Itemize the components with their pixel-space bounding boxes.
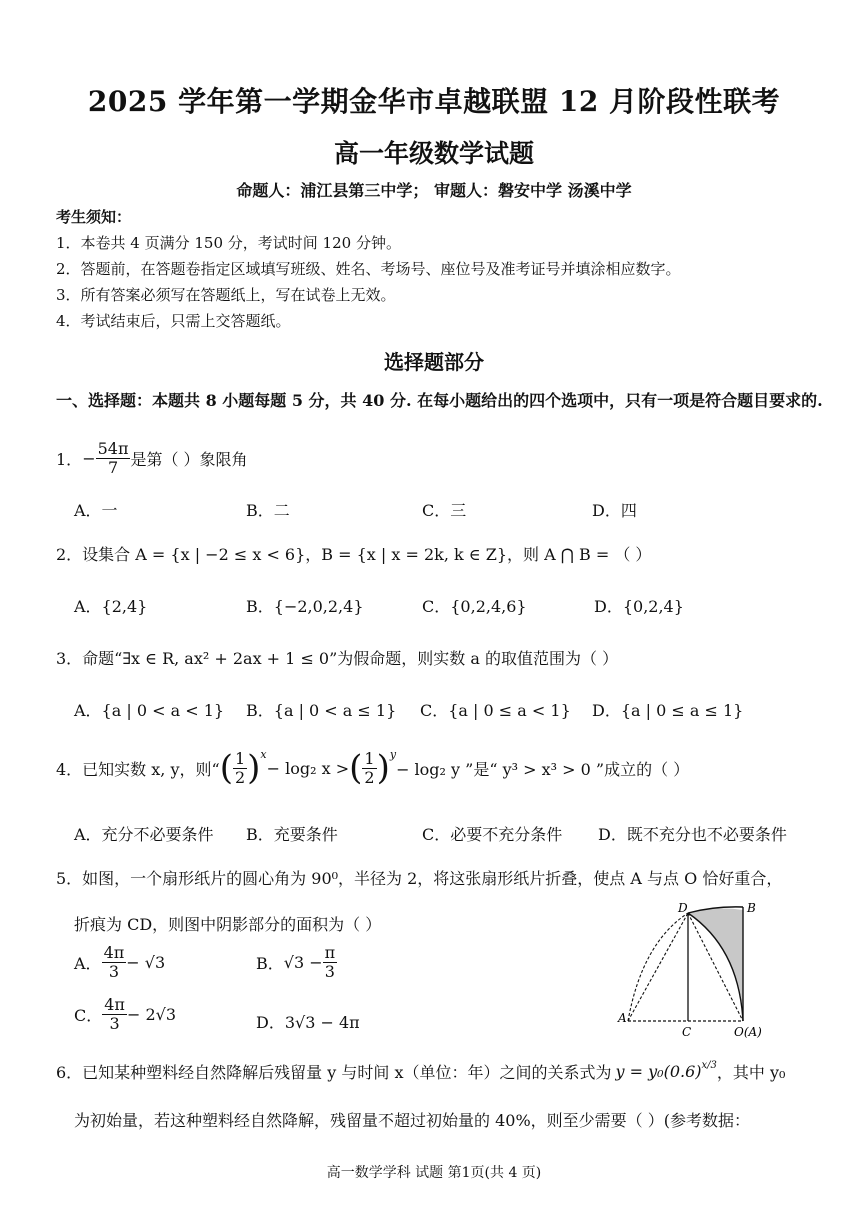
fraction-denominator: 2 bbox=[234, 767, 246, 787]
fraction-half bbox=[233, 750, 247, 786]
question-6-line2: 为初始量，若这种塑料经自然降解，残留量不超过初始量的 40%，则至少需要（ ）(参考数据： bbox=[74, 1111, 750, 1130]
fraction-numerator: 4π bbox=[104, 995, 125, 1014]
fraction-half bbox=[362, 750, 376, 786]
option-b: B．充要条件 bbox=[246, 825, 338, 844]
notice-heading: 考生须知： bbox=[56, 208, 132, 226]
option-a bbox=[74, 944, 165, 980]
option-c: C．三 bbox=[422, 501, 467, 520]
fraction-denominator: 7 bbox=[107, 457, 119, 477]
notice-item: 4．考试结束后，只需上交答题纸。 bbox=[56, 312, 291, 330]
label-c: C bbox=[682, 1025, 692, 1038]
question-1 bbox=[56, 440, 248, 476]
option-label: B． bbox=[256, 953, 284, 973]
option-text: √3 − bbox=[283, 952, 323, 972]
part-heading: 一、选择题：本题共 8 小题每题 5 分，共 40 分. 在每小题给出的四个选项中，只有一项是符合题目要求的. bbox=[56, 391, 823, 410]
option-label: C． bbox=[74, 1005, 103, 1025]
segment-ad bbox=[628, 913, 688, 1021]
option-d: D．既不充分也不必要条件 bbox=[598, 825, 787, 844]
fraction-numerator: 4π bbox=[103, 943, 125, 962]
fraction-numerator: 1 bbox=[364, 748, 375, 768]
exam-title: 2025 学年第一学期金华市卓越联盟 12 月阶段性联考 bbox=[87, 85, 781, 118]
fraction bbox=[102, 944, 127, 980]
fraction-numerator: 54π bbox=[97, 439, 129, 458]
fraction-numerator: 1 bbox=[234, 748, 246, 768]
question-5-line2: 折痕为 CD，则图中阴影部分的面积为（ ） bbox=[74, 915, 382, 934]
left-paren: ( bbox=[349, 748, 363, 788]
option-a: A．充分不必要条件 bbox=[74, 825, 214, 844]
option-d: D．{0,2,4} bbox=[594, 597, 684, 616]
section-title: 选择题部分 bbox=[384, 350, 484, 374]
question-6-line1 bbox=[56, 1060, 785, 1083]
notice-item: 1．本卷共 4 页满分 150 分，考试时间 120 分钟。 bbox=[56, 234, 401, 252]
option-label: A． bbox=[74, 953, 102, 973]
option-d: D．四 bbox=[592, 501, 637, 520]
option-a: A．一 bbox=[74, 501, 118, 520]
option-c: C．{a | 0 ≤ a < 1} bbox=[420, 701, 571, 720]
option-b bbox=[256, 944, 337, 980]
question-text: 是第（ ）象限角 bbox=[130, 449, 248, 469]
option-d: D．3√3 − 4π bbox=[256, 1013, 360, 1032]
option-b: B．{a | 0 < a ≤ 1} bbox=[246, 701, 397, 720]
option-c bbox=[74, 996, 176, 1032]
fraction-numerator: π bbox=[324, 943, 336, 962]
label-o: O(A) bbox=[734, 1025, 762, 1038]
option-c: C．必要不充分条件 bbox=[422, 825, 563, 844]
sector-figure bbox=[614, 898, 784, 1038]
fraction-denominator: 3 bbox=[109, 1013, 120, 1033]
question-text: ，其中 y₀ bbox=[716, 1063, 786, 1082]
notice-item: 2．答题前，在答题卷指定区域填写班级、姓名、考场号、座位号及准考证号并填涂相应数字。 bbox=[56, 260, 681, 278]
fraction bbox=[102, 996, 127, 1032]
fraction-denominator: 3 bbox=[324, 961, 335, 981]
exponent-x: x bbox=[260, 748, 267, 761]
exam-subtitle: 高一年级数学试题 bbox=[333, 139, 534, 168]
option-text: − √3 bbox=[126, 952, 166, 972]
option-b: B．二 bbox=[246, 501, 290, 520]
option-c: C．{0,2,4,6} bbox=[422, 597, 527, 616]
option-text: − 2√3 bbox=[126, 1004, 176, 1024]
fraction bbox=[323, 944, 338, 980]
question-text: 4．已知实数 x, y，则“ bbox=[56, 759, 220, 779]
exam-authors: 命题人：浦江县第三中学； 审题人：磐安中学 汤溪中学 bbox=[236, 181, 632, 200]
page-footer: 高一数学学科 试题 第1页(共 4 页) bbox=[326, 1165, 542, 1181]
question-4 bbox=[56, 748, 689, 788]
minus-sign: − bbox=[82, 448, 96, 468]
question-number: 1． bbox=[56, 449, 83, 469]
right-paren: ) bbox=[247, 748, 261, 788]
label-d: D bbox=[678, 901, 688, 915]
left-paren: ( bbox=[219, 748, 233, 788]
option-b: B．{−2,0,2,4} bbox=[246, 597, 364, 616]
label-a: A bbox=[618, 1011, 627, 1025]
question-text: − log₂ x > bbox=[266, 758, 350, 778]
formula-exponent: x/3 bbox=[701, 1060, 717, 1071]
option-d: D．{a | 0 ≤ a ≤ 1} bbox=[592, 701, 744, 720]
question-2: 2．设集合 A = {x | −2 ≤ x < 6}，B = {x | x = 2k, k ∈ Z}，则 A ⋂ B = （ ） bbox=[56, 545, 652, 564]
question-text: − log₂ y ”是“ y³ > x³ > 0 ”成立的（ ） bbox=[396, 759, 690, 779]
label-b: B bbox=[747, 901, 756, 915]
question-text: 6．已知某种塑料经自然降解后残留量 y 与时间 x（单位：年）之间的关系式为 bbox=[56, 1063, 612, 1082]
fraction-denominator: 3 bbox=[108, 961, 119, 981]
option-a: A．{2,4} bbox=[74, 597, 148, 616]
exponent-y: y bbox=[389, 748, 397, 761]
question-5-line1: 5．如图，一个扇形纸片的圆心角为 90⁰，半径为 2，将这张扇形纸片折叠，使点 A 与点 O 恰好重合， bbox=[56, 869, 783, 888]
fraction bbox=[96, 440, 131, 476]
option-a: A．{a | 0 < a < 1} bbox=[74, 701, 225, 720]
right-paren: ) bbox=[376, 748, 390, 788]
notice-item: 3．所有答案必须写在答题纸上，写在试卷上无效。 bbox=[56, 286, 396, 304]
fraction-denominator: 2 bbox=[364, 767, 375, 787]
question-3: 3．命题“∃x ∈ R, ax² + 2ax + 1 ≤ 0”为假命题，则实数 a 的取值范围为（ ） bbox=[56, 649, 619, 668]
formula: y = y₀(0.6) bbox=[615, 1062, 702, 1081]
